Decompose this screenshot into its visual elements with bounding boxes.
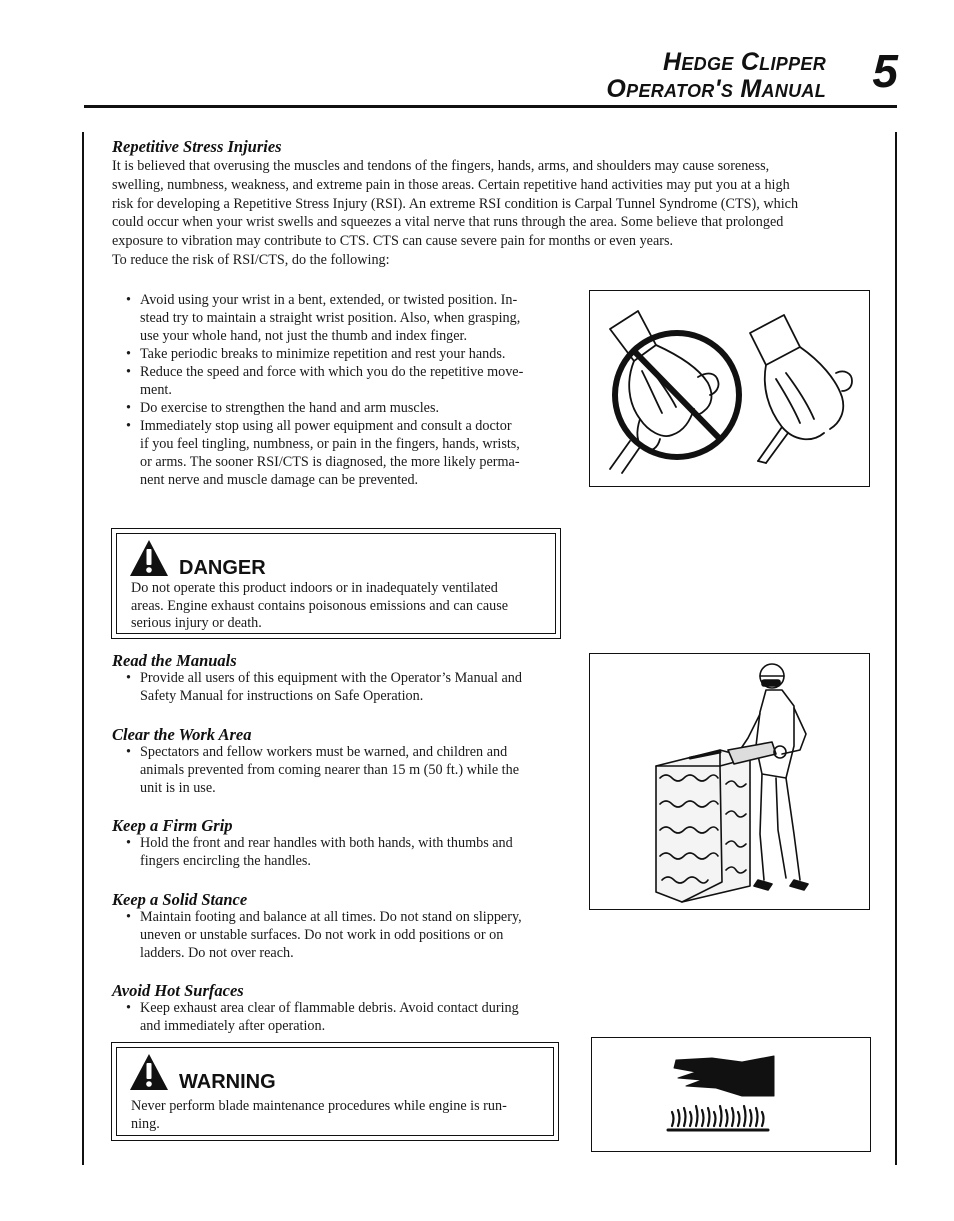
list-item: • Reduce the speed and force with which you do the repetitive move- ment. <box>112 363 523 399</box>
rsi-bullet-list <box>112 291 523 489</box>
read-manuals-list <box>112 669 522 705</box>
rsi-paragraph <box>112 157 872 270</box>
rsi-line: could occur when your wrist swells and squeezes a vital nerve that runs through the area. Some believe that prolonged <box>112 214 784 231</box>
list-item: • Do exercise to strengthen the hand and arm muscles. <box>112 399 523 417</box>
danger-text: Do not operate this product indoors or in inadequately ventilated areas. Engine exhaust contains poisonous emissions and can cause serious injury or death. <box>131 580 509 631</box>
clear-area-list <box>112 743 519 797</box>
gloved-hands-wrist-position-icon <box>590 291 869 486</box>
firm-grip-heading: Keep a Firm Grip <box>112 816 233 835</box>
solid-stance-list <box>112 908 522 962</box>
manual-title-line2: Operator's Manual <box>606 75 826 103</box>
list-item: • Avoid using your wrist in a bent, extended, or twisted position. In- stead try to maintain a straight wrist position. Also, when grasping, use your whole hand, not just the thumb and index finger. <box>112 291 523 345</box>
wrist-position-figure <box>589 290 870 487</box>
hot-surfaces-heading: Avoid Hot Surfaces <box>112 981 244 1000</box>
hot-surfaces-list <box>112 999 519 1035</box>
right-margin-rule <box>895 132 897 1165</box>
list-item: • Immediately stop using all power equipment and consult a doctor if you feel tingling, numbness, or pain in the fingers, hands, wrists, or arms. The sooner RSI/CTS is diagnosed, the more likely perma- nent nerve and muscle damage can be prevented. <box>112 417 523 489</box>
left-margin-rule <box>82 132 84 1165</box>
page-number: 5 <box>872 45 898 97</box>
operator-trimming-hedge-icon <box>590 654 869 909</box>
list-item: • Spectators and fellow workers must be warned, and children and animals prevented from coming nearer than 15 m (50 ft.) while the unit is in use. <box>112 743 519 797</box>
manual-title-line1: Hedge Clipper <box>663 48 826 76</box>
rsi-line: exposure to vibration may contribute to CTS. CTS can cause severe pain for months or even years. <box>112 233 674 250</box>
rsi-line: To reduce the risk of RSI/CTS, do the following: <box>112 251 390 268</box>
list-item: • Keep exhaust area clear of flammable debris. Avoid contact during and immediately after operation. <box>112 999 519 1035</box>
rsi-line: swelling, numbness, weakness, and extreme pain in those areas. Certain repetitive hand activities may put you at a high <box>112 176 790 193</box>
solid-stance-heading: Keep a Solid Stance <box>112 890 248 909</box>
list-item: • Provide all users of this equipment with the Operator’s Manual and Safety Manual for instructions on Safe Operation. <box>112 669 522 705</box>
warning-triangle-icon <box>129 539 169 577</box>
list-item: • Hold the front and rear handles with both hands, with thumbs and fingers encircling the handles. <box>112 834 513 870</box>
rsi-line: It is believed that overusing the muscles and tendons of the fingers, hands, arms, and shoulders may cause soreness, <box>112 158 770 174</box>
list-item: • Maintain footing and balance at all times. Do not stand on slippery, uneven or unstable surfaces. Do not work in odd positions or on ladders. Do not over reach. <box>112 908 522 962</box>
warning-text: Never perform blade maintenance procedures while engine is run- ning. <box>131 1098 507 1132</box>
warning-title: WARNING <box>179 1071 276 1093</box>
list-item: • Take periodic breaks to minimize repetition and rest your hands. <box>112 345 523 363</box>
warning-callout <box>111 1042 559 1141</box>
danger-callout <box>111 528 561 639</box>
rsi-heading: Repetitive Stress Injuries <box>112 137 282 156</box>
header-rule <box>84 105 897 108</box>
rsi-line: risk for developing a Repetitive Stress Injury (RSI). An extreme RSI condition is Carpal Tunnel Syndrome (CTS), which <box>112 195 799 212</box>
firm-grip-list <box>112 834 513 870</box>
read-manuals-heading: Read the Manuals <box>112 651 237 670</box>
danger-title: DANGER <box>179 557 266 579</box>
hot-surface-figure <box>591 1037 871 1152</box>
warning-triangle-icon <box>129 1053 169 1091</box>
hand-above-hot-surface-icon <box>592 1038 870 1151</box>
operator-figure <box>589 653 870 910</box>
clear-area-heading: Clear the Work Area <box>112 725 252 744</box>
manual-title <box>606 50 826 104</box>
